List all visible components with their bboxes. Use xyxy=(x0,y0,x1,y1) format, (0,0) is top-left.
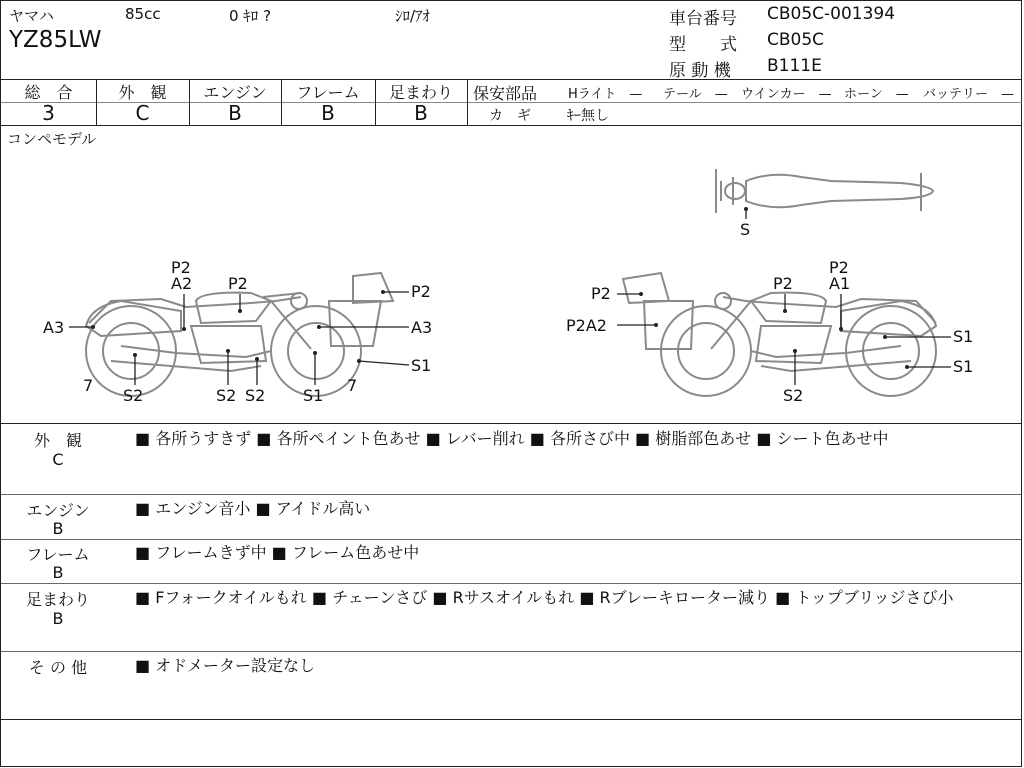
frame-grade: B xyxy=(321,101,335,125)
label-p2-top: P2 xyxy=(171,258,191,277)
safety-title: 保安部品 xyxy=(473,84,538,103)
displacement: 85cc xyxy=(125,5,161,23)
divider xyxy=(1,539,1021,540)
cond-engine-text: ■ エンジン音小 ■ アイドル高い xyxy=(135,499,371,518)
color: ｼﾛ/ｱｵ xyxy=(395,7,431,25)
cond-suspension-text: ■ Fフォークオイルもれ ■ チェーンさび ■ Rサスオイルもれ ■ Rブレーキローター減り ■ トップブリッジさび小 xyxy=(135,588,954,607)
overall-grade: 3 xyxy=(42,101,55,125)
frame-no: CB05C-001394 xyxy=(767,4,896,24)
cond-engine-label: エンジン xyxy=(26,501,90,520)
label-a2-top: A2 xyxy=(171,274,193,293)
divider xyxy=(1,494,1021,495)
mileage: 0 ｷﾛ ? xyxy=(229,7,272,25)
divider xyxy=(1,423,1021,424)
key-label: カ ギ xyxy=(489,108,531,124)
divider xyxy=(1,583,1021,584)
type-label: 型 式 xyxy=(669,35,737,55)
top-view-annotations xyxy=(740,207,750,239)
cond-frame-grade: B xyxy=(52,563,64,582)
label-s2-rear: S2 xyxy=(123,386,144,405)
label-s1-front: S1 xyxy=(411,356,432,375)
damage-diagram xyxy=(1,141,1021,425)
label-a3-front: A3 xyxy=(411,318,433,337)
cond-exterior-grade: C xyxy=(52,450,64,469)
label-p2-cowl: P2 xyxy=(411,282,431,301)
safety-horn: ホーン — xyxy=(844,87,909,102)
safety-battery: バッテリー — xyxy=(923,87,1015,102)
divider xyxy=(1,719,1021,720)
suspension-grade: B xyxy=(414,101,428,125)
cond-exterior-label: 外 観 xyxy=(33,431,82,450)
exterior-grade: C xyxy=(135,101,150,125)
label-s1-upper: S1 xyxy=(953,327,974,346)
label-7-front: 7 xyxy=(347,376,358,395)
safety-headlight: Hライト — xyxy=(568,87,643,102)
label-s2-mid1: S2 xyxy=(216,386,237,405)
label-p2-top: P2 xyxy=(829,258,849,277)
cond-suspension-label: 足まわり xyxy=(25,590,90,609)
maker: ヤマハ xyxy=(9,7,54,25)
label-s2-mid2: S2 xyxy=(245,386,266,405)
cond-other-text: ■ オドメーター設定なし xyxy=(135,656,316,675)
model-name: YZ85LW xyxy=(9,27,102,53)
label-p2a2-front: P2A2 xyxy=(566,316,607,335)
label-p2-tank: P2 xyxy=(773,274,793,293)
safety-taillight: テール — xyxy=(663,87,728,102)
cond-suspension-grade: B xyxy=(52,609,64,628)
bike-top-view-drawing xyxy=(716,169,933,213)
divider xyxy=(467,102,1022,103)
cond-exterior-text: ■ 各所うすきず ■ 各所ペイント色あせ ■ レバー削れ ■ 各所さび中 ■ 樹脂部色あせ ■ シート色あせ中 xyxy=(135,429,889,448)
cond-other-label: そ の 他 xyxy=(28,658,88,677)
frame-no-label: 車台番号 xyxy=(669,9,737,29)
engine-grade: B xyxy=(228,101,242,125)
engine-value: B111E xyxy=(767,56,822,76)
label-s2-bottom: S2 xyxy=(783,386,804,405)
key-value: ｷｰ無し xyxy=(567,108,609,124)
label-s1-bottom: S1 xyxy=(303,386,324,405)
engine-label: 原 動 機 xyxy=(669,61,731,81)
model-note: コンペモデル xyxy=(7,130,97,148)
type-value: CB05C xyxy=(767,30,825,50)
label-p2-tank: P2 xyxy=(228,274,248,293)
divider xyxy=(467,79,468,125)
exterior-label: 外 観 xyxy=(118,83,167,102)
cond-frame-label: フレーム xyxy=(26,545,90,564)
cond-frame-text: ■ フレームきず中 ■ フレーム色あせ中 xyxy=(135,543,420,562)
label-s1-lower: S1 xyxy=(953,357,974,376)
divider xyxy=(1,651,1021,652)
overall-label: 総 合 xyxy=(24,83,73,102)
safety-winker: ウインカー — xyxy=(741,87,832,102)
engine-grade-label: エンジン xyxy=(203,83,267,102)
cond-engine-grade: B xyxy=(52,519,64,538)
label-p2-cowl: P2 xyxy=(591,284,611,303)
left-side-annotations xyxy=(43,258,432,405)
divider xyxy=(1,125,1021,126)
label-s-top: S xyxy=(740,220,751,239)
label-a1-top: A1 xyxy=(829,274,851,293)
label-a3-rear: A3 xyxy=(43,318,65,337)
label-7-rear: 7 xyxy=(83,376,94,395)
frame-grade-label: フレーム xyxy=(296,83,360,102)
suspension-grade-label: 足まわり xyxy=(388,83,453,102)
